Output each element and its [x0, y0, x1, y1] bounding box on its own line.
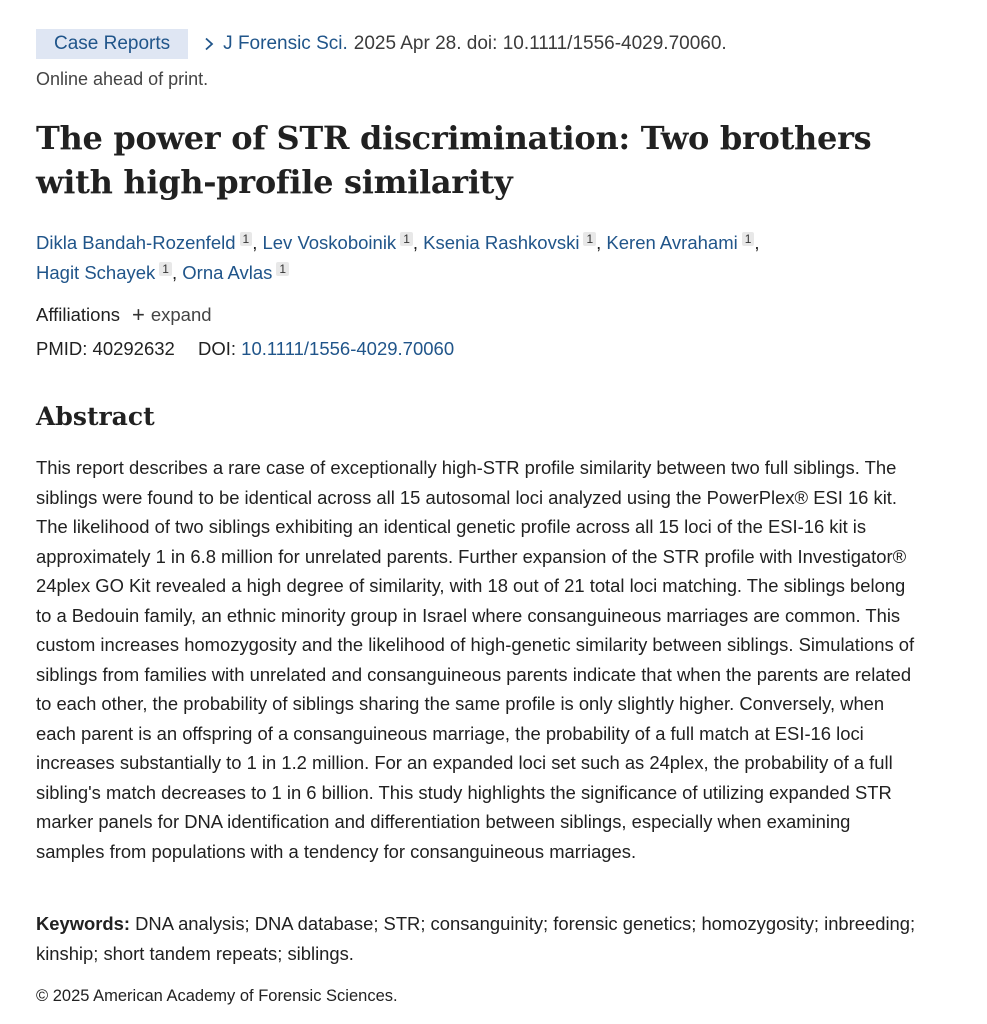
affiliation-marker[interactable]: 1 [583, 232, 596, 246]
affiliation-marker[interactable]: 1 [742, 232, 755, 246]
citation-text: 2025 Apr 28. doi: 10.1111/1556-4029.70060. [353, 33, 727, 54]
pmid-label: PMID: [36, 338, 88, 359]
author-link[interactable]: Hagit Schayek [36, 262, 156, 283]
keywords-text: DNA analysis; DNA database; STR; consanguinity; forensic genetics; homozygosity; inbreeding; kinship; short tandem repeats; siblings. [36, 913, 916, 964]
author-link[interactable]: Lev Voskoboinik [262, 232, 397, 253]
author-item [423, 232, 596, 253]
author-list: Dikla Bandah-Rozenfeld 1 , Lev Voskoboinik 1 , Ksenia Rashkovski 1 , Keren Avrahami 1 , Hagit Schayek 1 , Orna Avlas 1 [36, 232, 760, 283]
abstract-heading: Abstract [36, 402, 155, 431]
affiliation-marker[interactable]: 1 [159, 262, 172, 276]
author-link[interactable]: Ksenia Rashkovski [423, 232, 580, 253]
keywords-label: Keywords: [36, 913, 131, 934]
author-item [606, 232, 754, 253]
article-title: The power of STR discrimination: Two brothers with high-profile similarity [36, 119, 872, 201]
doi-label: DOI: [197, 338, 237, 359]
online-ahead-note: Online ahead of print. [36, 69, 209, 89]
pmid-value: 40292632 [92, 338, 175, 359]
author-link[interactable]: Orna Avlas [182, 262, 273, 283]
chevron-right-icon [202, 37, 216, 51]
affiliation-marker[interactable]: 1 [240, 232, 253, 246]
author-link[interactable]: Dikla Bandah-Rozenfeld [36, 232, 236, 253]
citation-line [36, 29, 727, 59]
keywords [36, 909, 926, 968]
author-item [182, 262, 289, 283]
plus-icon: + [131, 302, 145, 327]
journal-link[interactable]: J Forensic Sci. [223, 33, 348, 54]
affiliation-marker[interactable]: 1 [400, 232, 413, 246]
author-item [36, 262, 172, 283]
author-item [262, 232, 412, 253]
expand-label: expand [150, 304, 212, 325]
author-link[interactable]: Keren Avrahami [606, 232, 738, 253]
doi-link[interactable]: 10.1111/1556-4029.70060 [241, 338, 455, 359]
author-item [36, 232, 252, 253]
abstract-text: This report describes a rare case of exceptionally high-STR profile similarity between two full siblings. The siblings were found to be identical across all 15 autosomal loci analyzed using the PowerPlex® ESI 16 kit. The likelihood of two siblings exhibiting an identical genetic profile across all 15 loci of the ESI-16 kit is approximately 1 in 6.8 million for unrelated parents. Further expansion of the STR profile with Investigator® 24plex GO Kit revealed a high degree of similarity, with 18 out of 21 total loci matching. The siblings belong to a Bedouin family, an ethnic minority group in Israel where consanguineous marriages are common. This custom increases homozygosity and the likelihood of high-genetic similarity between siblings. Simulations of siblings from families with unrelated and consanguineous parents indicate that when the parents are related to each other, the probability of siblings sharing the same profile is only slightly higher. Conversely, when each parent is an offspring of a consanguineous marriage, the probability of a full match at ESI-16 loci increases substantially to 1 in 1.2 million. For an expanded loci set such as 24plex, the probability of a full sibling's match decreases to 1 in 6 billion. This study highlights the significance of utilizing expanded STR marker panels for DNA identification and differentiation between siblings, especially when examining samples from populations with a tendency for consanguineous marriages. [36, 457, 915, 862]
affiliations-label: Affiliations [36, 304, 120, 325]
publication-type-badge[interactable]: Case Reports [36, 29, 188, 59]
affiliations-toggle[interactable] [36, 304, 212, 326]
identifiers [36, 338, 454, 360]
affiliation-marker[interactable]: 1 [276, 262, 289, 276]
copyright: © 2025 American Academy of Forensic Sciences. [36, 987, 398, 1005]
